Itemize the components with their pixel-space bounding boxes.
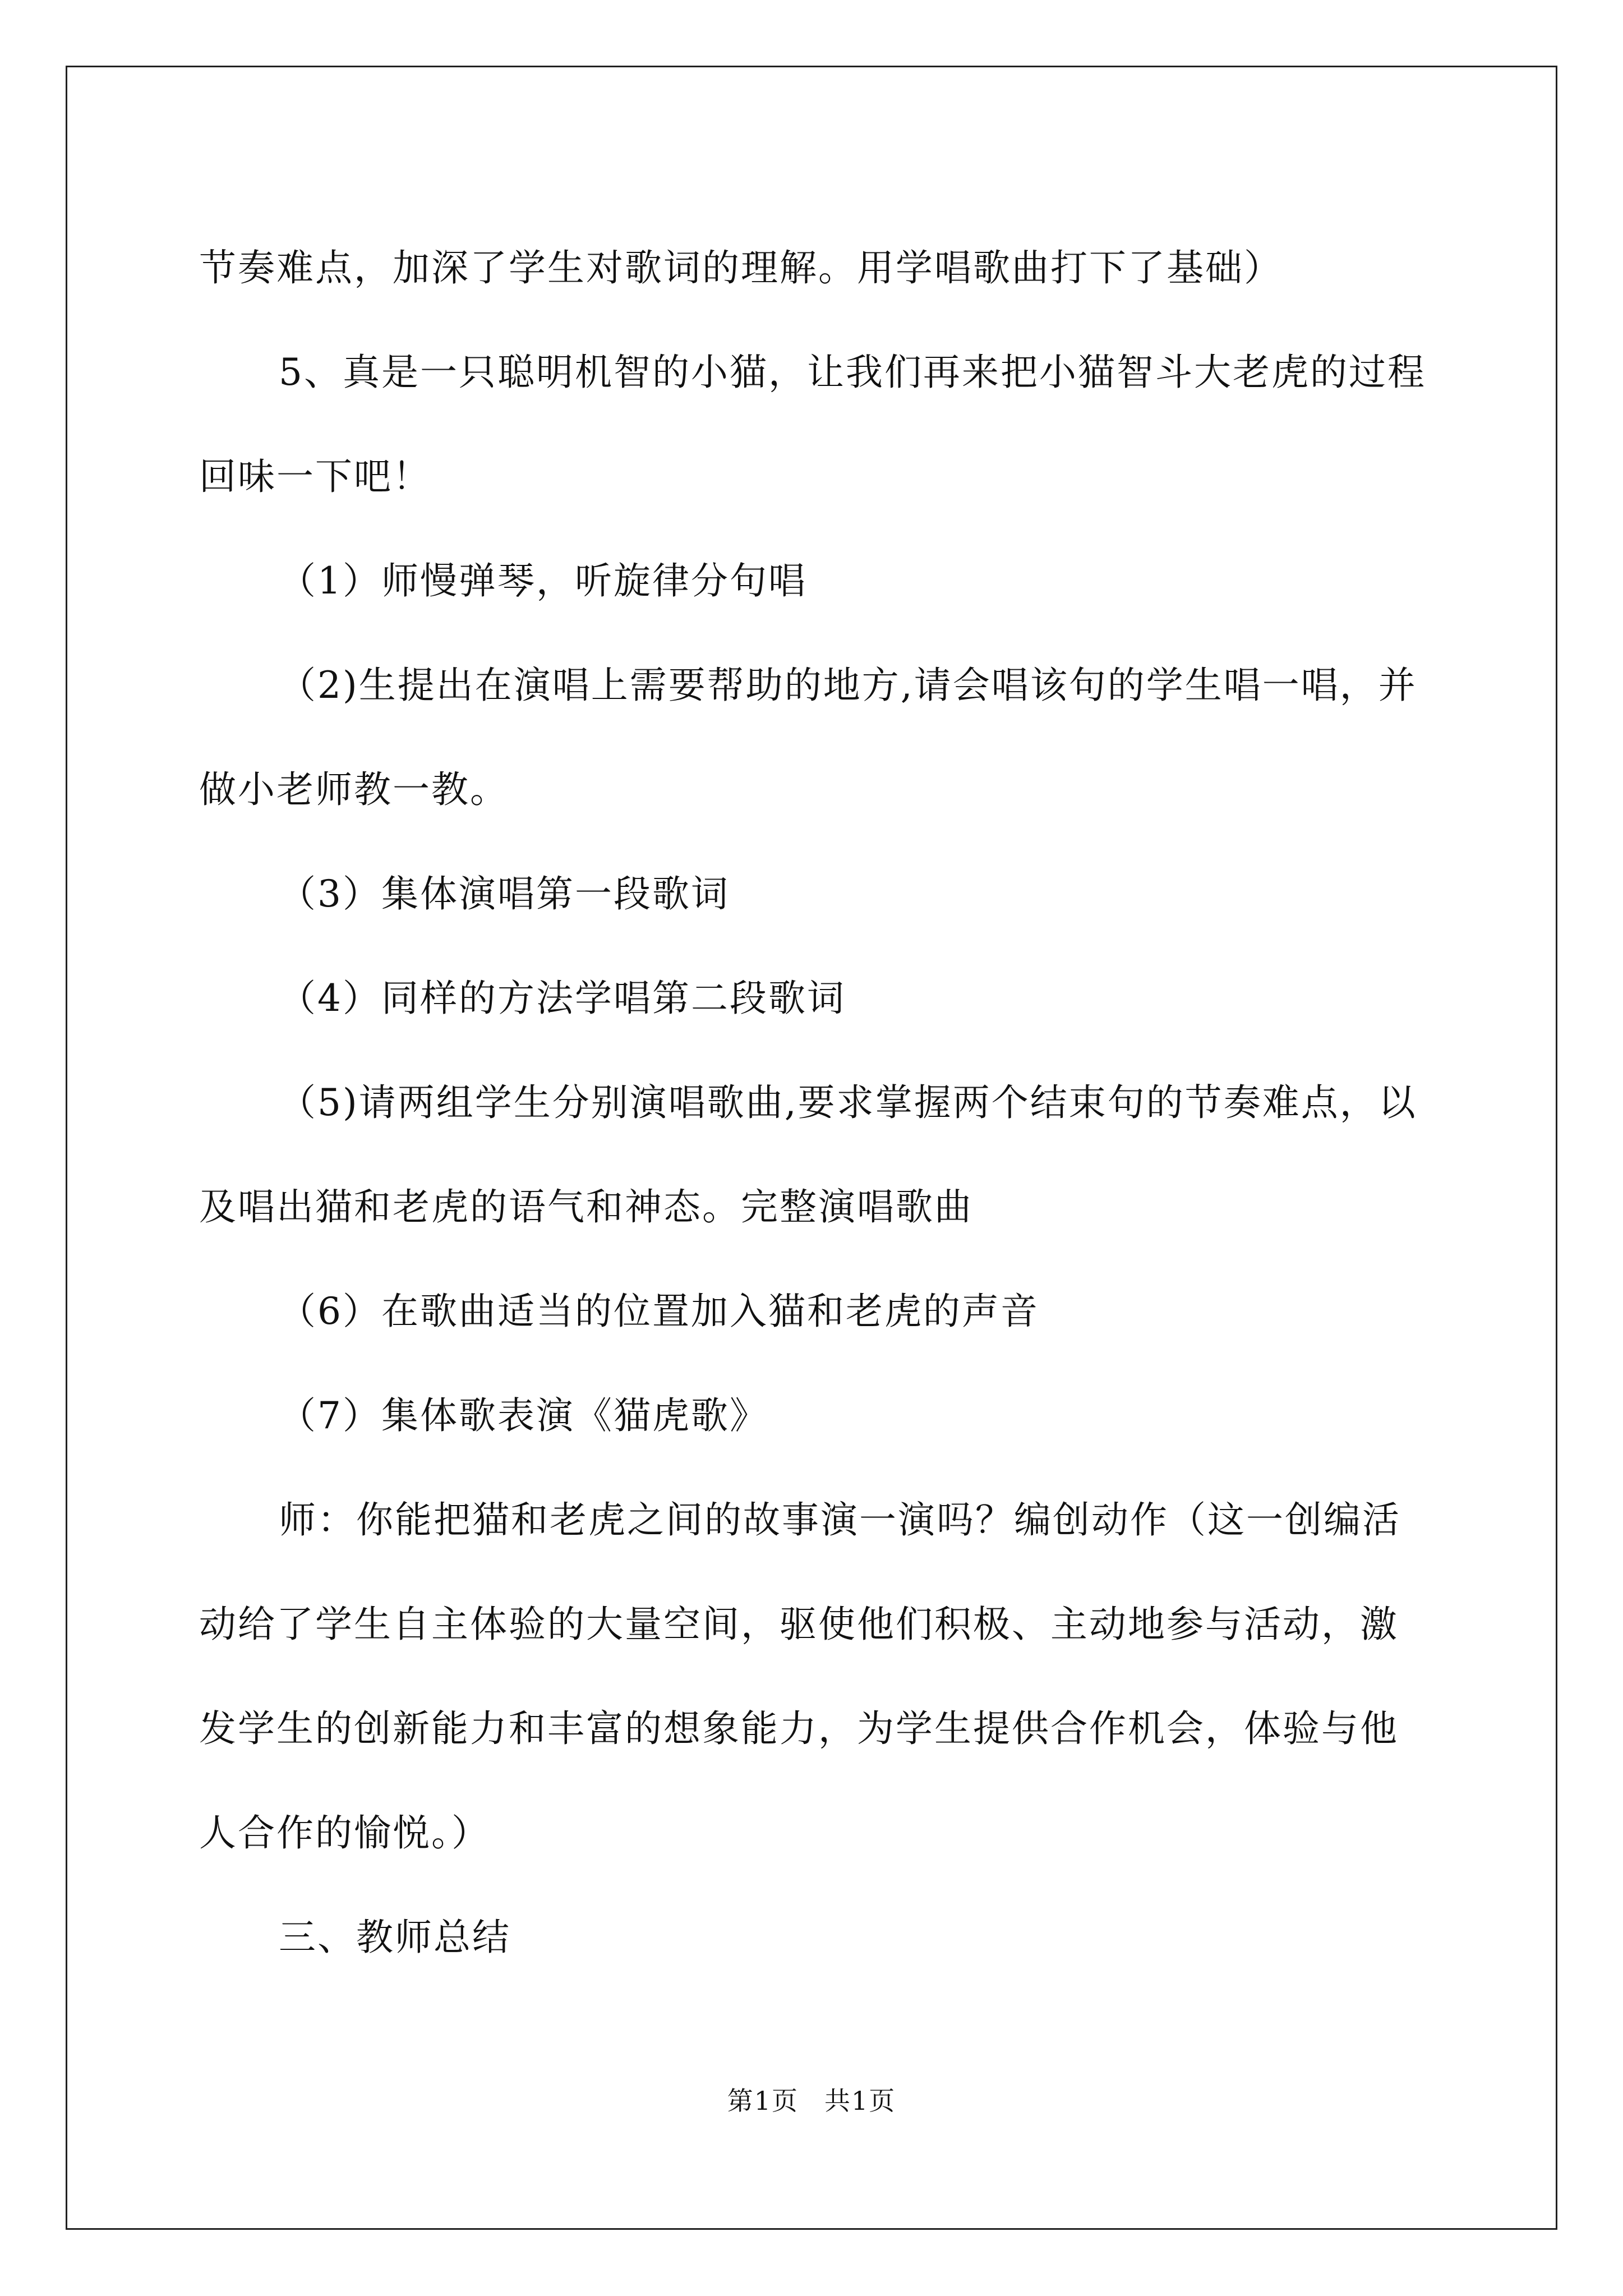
paragraph-substep-3: （3）集体演唱第一段歌词 (279, 872, 730, 915)
paragraph-continuation: 节奏难点，加深了学生对歌词的理解。用学唱歌曲打下了基础） (199, 246, 1283, 289)
page-number-total: 共1页 (824, 2086, 896, 2116)
paragraph-substep-4: （4）同样的方法学唱第二段歌词 (279, 977, 846, 1020)
paragraph-substep-1: （1）师慢弹琴，听旋律分句唱 (279, 559, 807, 602)
document-body (199, 216, 1427, 1990)
paragraph-substep-2: （2)生提出在演唱上需要帮助的地方,请会唱该句的学生唱一唱，并做小老师教一教。 (199, 664, 1417, 811)
paragraph-substep-6: （6）在歌曲适当的位置加入猫和老虎的声音 (279, 1290, 1039, 1333)
page-footer (0, 2084, 1623, 2118)
paragraph-teacher-prompt: 师：你能把猫和老虎之间的故事演一演吗？编创动作（这一创编活动给了学生自主体验的大量空间，驱使他们积极、主动地参与活动，激发学生的创新能力和丰富的想象能力，为学生提供合作机会，体验与他人合作的愉悦。） (199, 1498, 1401, 1855)
paragraph-step-5: 5、真是一只聪明机智的小猫，让我们再来把小猫智斗大老虎的过程回味一下吧！ (199, 351, 1426, 498)
page-number-current: 第1页 (727, 2086, 799, 2116)
paragraph-substep-7: （7）集体歌表演《猫虎歌》 (279, 1394, 768, 1437)
paragraph-substep-5: （5)请两组学生分别演唱歌曲,要求掌握两个结束句的节奏难点，以及唱出猫和老虎的语气和神态。完整演唱歌曲 (199, 1081, 1417, 1228)
section-heading-summary: 三、教师总结 (279, 1916, 511, 1959)
